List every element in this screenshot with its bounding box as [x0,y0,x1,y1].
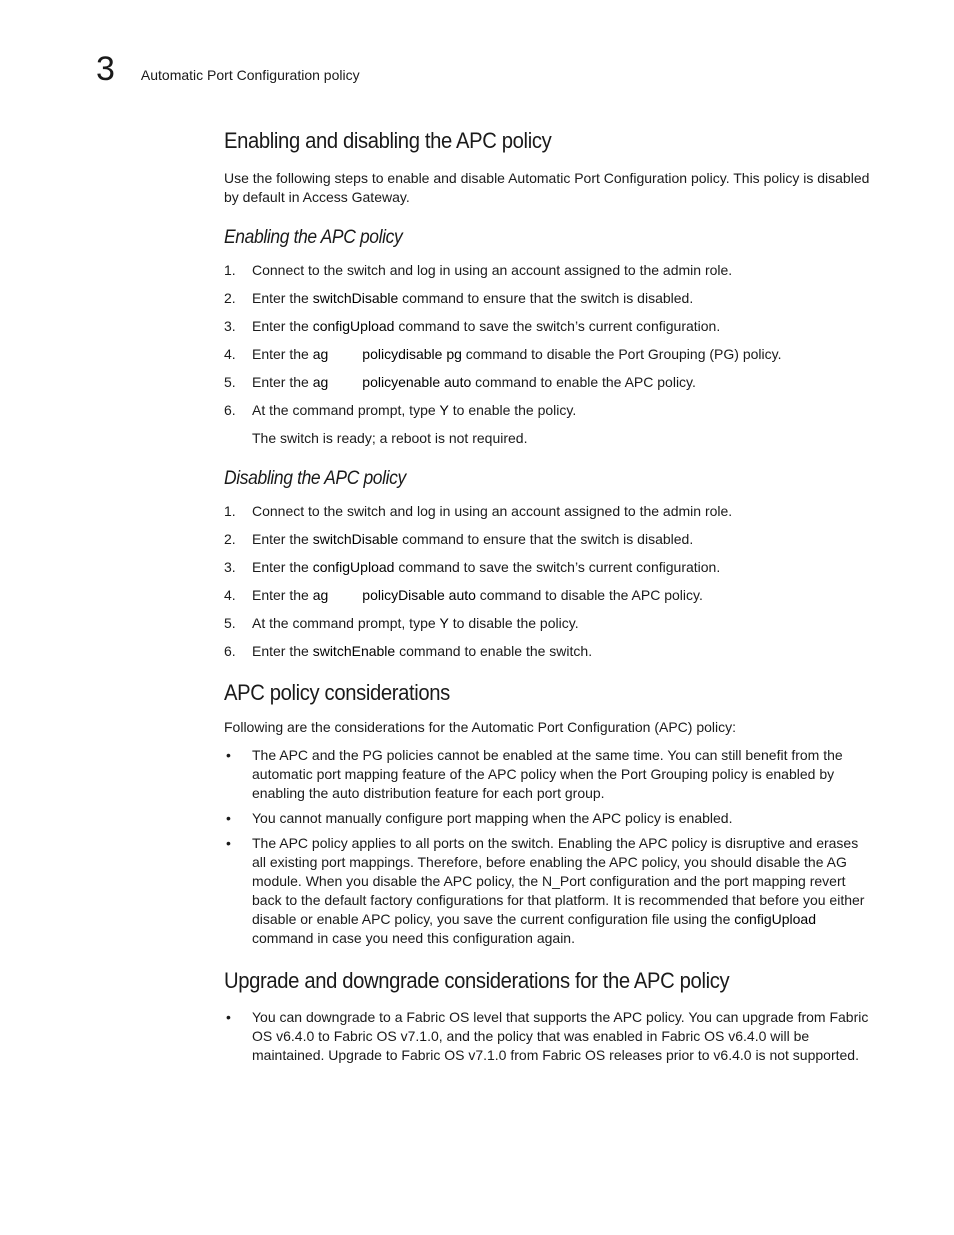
step-note: The switch is ready; a reboot is not required. [252,430,528,446]
command-text: switchDisable [312,531,399,547]
command-text: Y [439,402,449,418]
step-text: Enter the [252,587,313,603]
section-intro: Use the following steps to enable and disable Automatic Port Configuration policy. This policy is disabled by default in Access Gateway. [224,170,870,205]
step-text: At the command prompt, type [252,615,440,631]
step-text: command to save the switch’s current configuration. [394,318,721,334]
page-content [224,128,872,1071]
step-number: 1. [224,503,236,519]
subsection-title-disabling: Disabling the APC policy [224,468,406,489]
step-number: 3. [224,318,236,334]
step-text: Enter the [252,374,313,390]
page-header [96,52,360,86]
command-text: ag [312,346,329,362]
section-title-considerations: APC policy considerations [224,680,450,705]
command-text: policydisable pg [362,346,462,362]
bullet-text: The APC policy applies to all ports on the switch. Enabling the APC policy is disruptive and erases all existing port mappings. Therefore, before enabling the APC policy, you should disable the AG module. When you disable the APC policy, the N_Port configuration and the port mapping revert back to the default factory configurations for that platform. It is recommended that before you either disable or enable APC policy, you save the current configuration file using the [252,835,865,927]
list-item [224,586,872,605]
bullet-text: The APC and the PG policies cannot be enabled at the same time. You can still benefit from the automatic port mapping feature of the APC policy when the Port Grouping policy is enabled by enabling the auto distribution feature for each port group. [252,747,843,801]
running-title: Automatic Port Configuration policy [140,67,360,83]
upgrade-list [224,1008,872,1065]
step-text: command to enable the switch. [395,643,593,659]
list-item [224,834,872,948]
step-number: 6. [224,402,236,418]
list-item [224,345,872,364]
command-text: configUpload [734,911,816,927]
command-text: policyenable auto [362,374,472,390]
step-text: Enter the [252,559,313,575]
list-item [224,1008,872,1065]
bullet-icon: • [226,835,231,851]
section-title-upgrade: Upgrade and downgrade considerations for the APC policy [224,968,730,993]
step-number: 4. [224,587,236,603]
step-text: command to disable the APC policy. [475,587,703,603]
step-text: At the command prompt, type [252,402,440,418]
list-item [224,401,872,420]
list-item [224,642,872,661]
step-number: 3. [224,559,236,575]
step-number: 5. [224,374,236,390]
considerations-list [224,746,872,948]
bullet-text: You can downgrade to a Fabric OS level that supports the APC policy. You can upgrade from Fabric OS v6.4.0 to Fabric OS v7.1.0, and the policy that was enabled in Fabric OS v6.4.0 will be maintained. Upgrade to Fabric OS v7.1.0 from Fabric OS releases prior to v6.4.0 is not supported. [252,1009,869,1063]
bullet-icon: • [226,747,231,763]
step-number: 5. [224,615,236,631]
step-text: command to save the switch’s current configuration. [394,559,721,575]
list-item [224,317,872,336]
step-text: Enter the [252,346,313,362]
step-number: 4. [224,346,236,362]
step-text: Enter the [252,318,313,334]
section-title-enable-disable: Enabling and disabling the APC policy [224,128,552,153]
considerations-intro: Following are the considerations for the Automatic Port Configuration (APC) policy: [224,719,737,735]
subsection-title-enabling: Enabling the APC policy [224,227,403,248]
step-text: Connect to the switch and log in using an account assigned to the admin role. [252,262,733,278]
command-text: Y [439,615,449,631]
list-item [224,809,872,828]
command-text: configUpload [312,318,395,334]
step-number: 2. [224,531,236,547]
list-item [224,289,872,308]
command-text: configUpload [312,559,395,575]
step-text: to disable the policy. [448,615,579,631]
step-text: to enable the policy. [448,402,577,418]
list-item [224,502,872,521]
list-item [224,558,872,577]
step-text: Enter the [252,643,313,659]
bullet-text: command in case you need this configuration again. [252,930,575,946]
step-text: Enter the [252,290,313,306]
bullet-text: You cannot manually configure port mapping when the APC policy is enabled. [252,810,733,826]
command-text: switchDisable [312,290,399,306]
step-text: Connect to the switch and log in using an account assigned to the admin role. [252,503,733,519]
command-text: policyDisable auto [362,587,476,603]
command-text: switchEnable [312,643,396,659]
command-text: ag [312,587,329,603]
bullet-icon: • [226,810,231,826]
enabling-steps [224,261,872,420]
step-text: command to ensure that the switch is disabled. [398,531,694,547]
list-item [224,614,872,633]
list-item [224,530,872,549]
step-number: 6. [224,643,236,659]
list-item [224,373,872,392]
chapter-number: 3 [96,50,115,88]
disabling-steps [224,502,872,661]
list-item [224,746,872,803]
step-text: Enter the [252,531,313,547]
step-number: 1. [224,262,236,278]
step-text: command to ensure that the switch is disabled. [398,290,694,306]
command-text: ag [312,374,329,390]
step-text: command to disable the Port Grouping (PG) policy. [461,346,782,362]
step-number: 2. [224,290,236,306]
step-text: command to enable the APC policy. [471,374,696,390]
list-item [224,261,872,280]
bullet-icon: • [226,1009,231,1025]
